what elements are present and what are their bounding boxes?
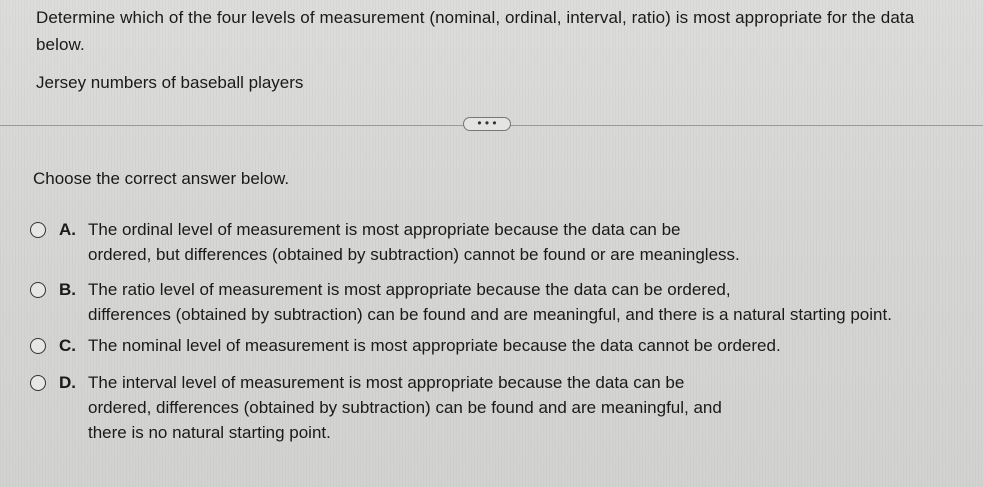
radio-button-a[interactable] [30,222,46,238]
option-c-line-1: The nominal level of measurement is most appropriate because the data cannot be ordered. [88,336,781,355]
option-text-a [88,217,978,267]
option-letter-b: B. [59,280,76,299]
radio-button-b[interactable] [30,282,46,298]
option-b-line-2: differences (obtained by subtraction) can be found and are meaningful, and there is a natural starting point. [88,305,892,324]
option-a-line-2: ordered, but differences (obtained by subtraction) cannot be found or are meaningless. [88,245,740,264]
question-line-2: below. [36,35,85,54]
question-text [36,4,966,58]
option-a-line-1: The ordinal level of measurement is most appropriate because the data can be [88,220,681,239]
question-line-1: Determine which of the four levels of measurement (nominal, ordinal, interval, ratio) is most appropriate for the data [36,8,915,27]
radio-button-c[interactable] [30,338,46,354]
option-d-line-1: The interval level of measurement is most appropriate because the data can be [88,373,685,392]
radio-button-d[interactable] [30,375,46,391]
option-letter-a: A. [59,220,76,239]
option-b-line-1: The ratio level of measurement is most appropriate because the data can be ordered, [88,280,731,299]
option-d-line-3: there is no natural starting point. [88,423,331,442]
option-d-line-2: ordered, differences (obtained by subtraction) can be found and are meaningful, and [88,398,722,417]
option-letter-c: C. [59,336,76,355]
option-letter-d: D. [59,373,76,392]
answer-prompt: Choose the correct answer below. [33,169,290,188]
option-text-d [88,370,978,445]
dataset-label: Jersey numbers of baseball players [36,73,304,92]
more-options-button[interactable]: • • • [463,117,511,131]
option-text-b [88,277,978,327]
option-text-c [88,333,978,358]
